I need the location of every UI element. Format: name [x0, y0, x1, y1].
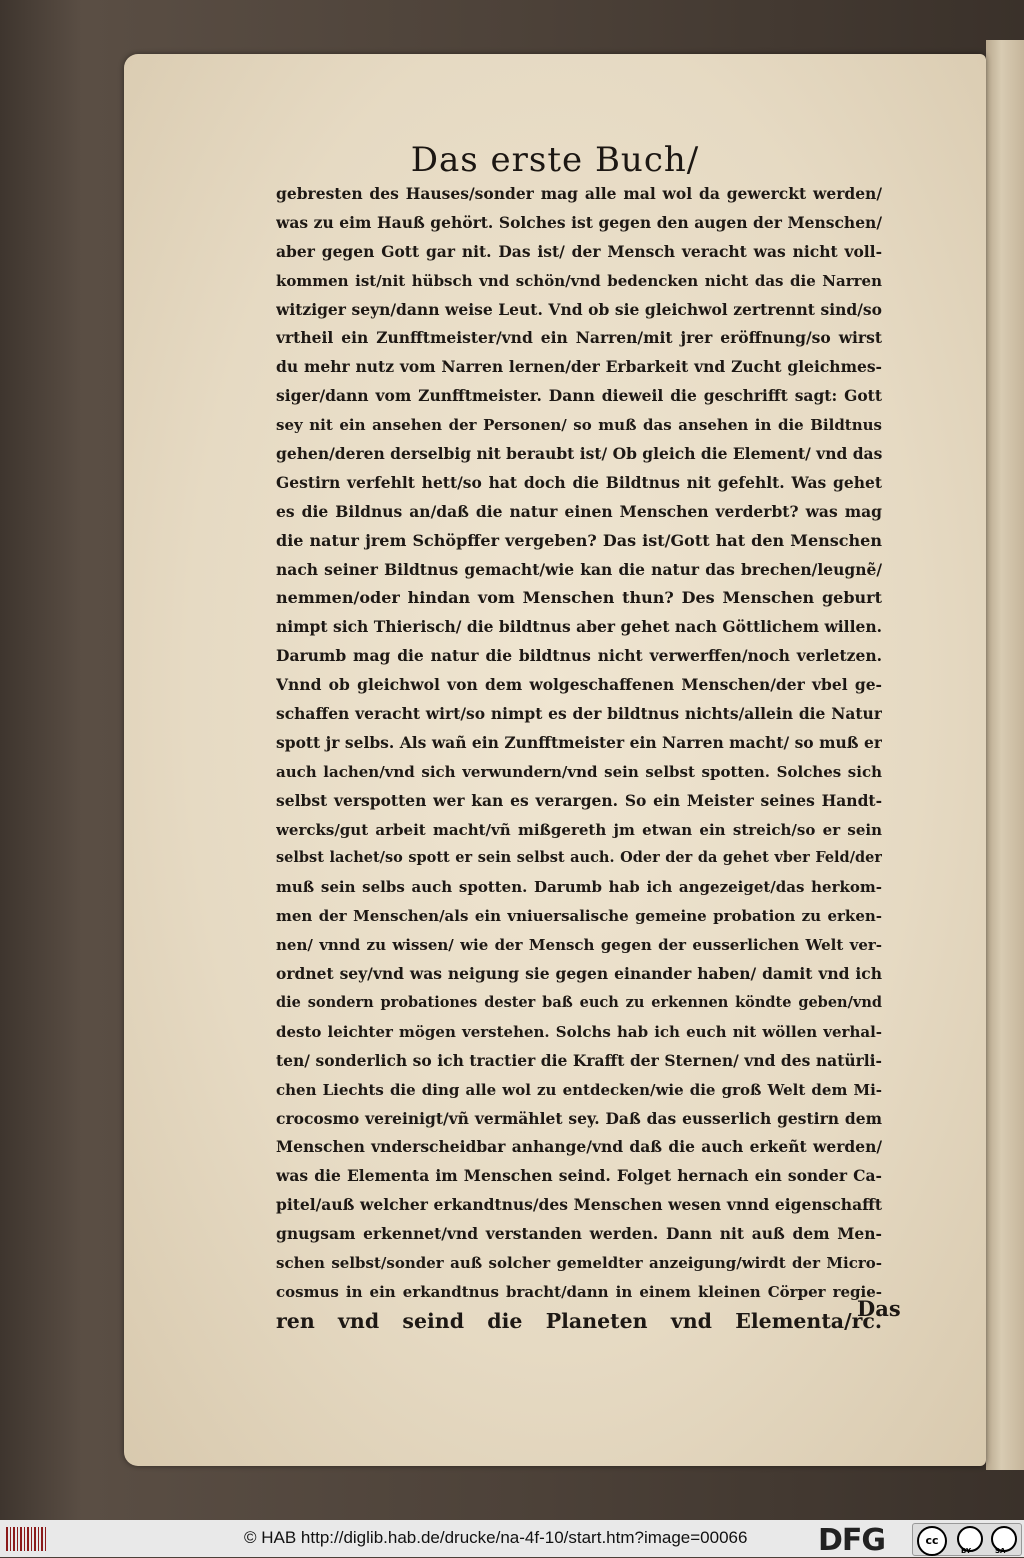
copyright-link[interactable]: © HAB http://diglib.hab.de/drucke/na-4f-10/start.htm?image=00066 [244, 1528, 748, 1547]
text-line: gebresten des Hauses/sonder mag alle mal wol da gewerckt werden/ [276, 184, 882, 203]
text-line: die natur jrem Schöpffer vergeben? Das ist/Gott hat den Menschen [276, 530, 882, 550]
text-line: was die Elementa im Menschen seind. Folget hernach ein sonder Ca- [276, 1166, 882, 1186]
running-heading: Das erste Buch/ [410, 140, 700, 180]
dfg-logo: DFG [818, 1523, 886, 1558]
text-line: vrtheil ein Zunfftmeister/vnd ein Narren/mit jrer eröffnung/so wirst [276, 328, 882, 348]
text-line: nach seiner Bildtnus gemacht/wie kan die natur das brechen/leugnẽ/ [276, 559, 882, 579]
text-line: ten/ sonderlich so ich tractier die Krafft der Sternen/ vnd des natürli- [276, 1050, 882, 1070]
text-line: schen selbst/sonder auß solcher gemeldter anzeigung/wirdt der Micro- [276, 1253, 882, 1272]
text-line: Gestirn verfehlt hett/so hat doch die Bildtnus nit gefehlt. Was gehet [276, 472, 882, 492]
text-line: kommen ist/nit hübsch vnd schön/vnd bedencken nicht das die Narren [276, 271, 882, 290]
text-line: gnugsam erkennet/vnd verstanden werden. Dann nit auß dem Men- [276, 1224, 882, 1244]
by-label: BY [961, 1547, 972, 1555]
facing-page-edge [986, 40, 1024, 1470]
text-line: muß sein selbs auch spotten. Darumb hab ich angezeiget/das herkom- [276, 878, 882, 897]
text-line: selbst lachet/so spott er sein selbst auch. Oder der da gehet vber Feld/der [276, 849, 882, 867]
text-line: Darumb mag die natur die bildtnus nicht verwerffen/noch verletzen. [276, 646, 882, 666]
text-line: auch lachen/vnd sich verwundern/vnd sein selbst spotten. Solches sich [276, 762, 882, 781]
text-line: wercks/gut arbeit macht/vñ mißgereth jm etwan ein streich/so er sein [276, 820, 882, 839]
text-line: die sondern probationes dester baß euch zu erkennen köndte geben/vnd [276, 993, 882, 1011]
text-line: Menschen vnderscheidbar anhange/vnd daß die auch erkeñt werden/ [276, 1137, 882, 1157]
text-line: was zu eim Hauß gehört. Solches ist gegen den augen der Menschen/ [276, 212, 882, 232]
text-block [276, 180, 882, 1336]
text-line: du mehr nutz vom Narren lernen/der Erbarkeit vnd Zucht gleichmes- [276, 357, 882, 377]
text-line: cosmus in ein erkandtnus bracht/dann in einem kleinen Cörper regie- [276, 1282, 882, 1301]
text-line: men der Menschen/als ein vniuersalische gemeine probation zu erken- [276, 907, 882, 926]
text-line: nimpt sich Thierisch/ die bildtnus aber gehet nach Göttlichem willen. [276, 617, 882, 637]
text-line: nen/ vnnd zu wissen/ wie der Mensch gegen der eusserlichen Welt ver- [276, 936, 882, 955]
text-line: spott jr selbs. Als wañ ein Zunfftmeister ein Narren macht/ so muß er [276, 732, 882, 752]
text-line: desto leichter mögen verstehen. Solchs hab ich euch nit wöllen verhal- [276, 1022, 882, 1041]
text-line: crocosmo vereinigt/vñ vermählet sey. Daß das eusserlich gestirn dem [276, 1108, 882, 1128]
catchword: Das [857, 1296, 901, 1321]
viewer-footer [0, 1520, 1024, 1557]
hab-logo-icon [6, 1527, 46, 1551]
text-line: pitel/auß welcher erkandtnus/des Menschen wesen vnnd eigenschafft [276, 1195, 882, 1215]
text-line: Vnnd ob gleichwol von dem wolgeschaffenen Menschen/der vbel ge- [276, 675, 882, 695]
cc-license-badge[interactable] [912, 1523, 1022, 1556]
text-line: nemmen/oder hindan vom Menschen thun? Des Menschen geburt [276, 588, 882, 608]
text-line: schaffen veracht wirt/so nimpt es der bildtnus nichts/allein die Natur [276, 704, 882, 724]
text-line: witziger seyn/dann weise Leut. Vnd ob sie gleichwol zertrennt sind/so [276, 299, 882, 319]
text-line: siger/dann vom Zunfftmeister. Dann dieweil die geschrifft sagt: Gott [276, 386, 882, 406]
text-line: sey nit ein ansehen der Personen/ so muß das ansehen in die Bildtnus [276, 416, 882, 435]
text-line: es die Bildnus an/daß die natur einen Menschen verderbt? was mag [276, 501, 882, 521]
text-line: ren vnd seind die Planeten vnd Elementa/rc. [276, 1308, 882, 1333]
text-line: gehen/deren derselbig nit beraubt ist/ Ob gleich die Element/ vnd das [276, 444, 882, 464]
book-page [124, 54, 986, 1466]
text-line: ordnet sey/vnd was neigung sie gegen einander haben/ damit vnd ich [276, 964, 882, 984]
text-line: aber gegen Gott gar nit. Das ist/ der Mensch veracht was nicht voll- [276, 241, 882, 261]
sa-label: SA [995, 1547, 1006, 1555]
text-line: chen Liechts die ding alle wol zu entdecken/wie die groß Welt dem Mi- [276, 1080, 882, 1099]
text-line: selbst verspotten wer kan es verargen. So ein Meister seines Handt- [276, 790, 882, 810]
cc-icon: cc [917, 1526, 947, 1556]
